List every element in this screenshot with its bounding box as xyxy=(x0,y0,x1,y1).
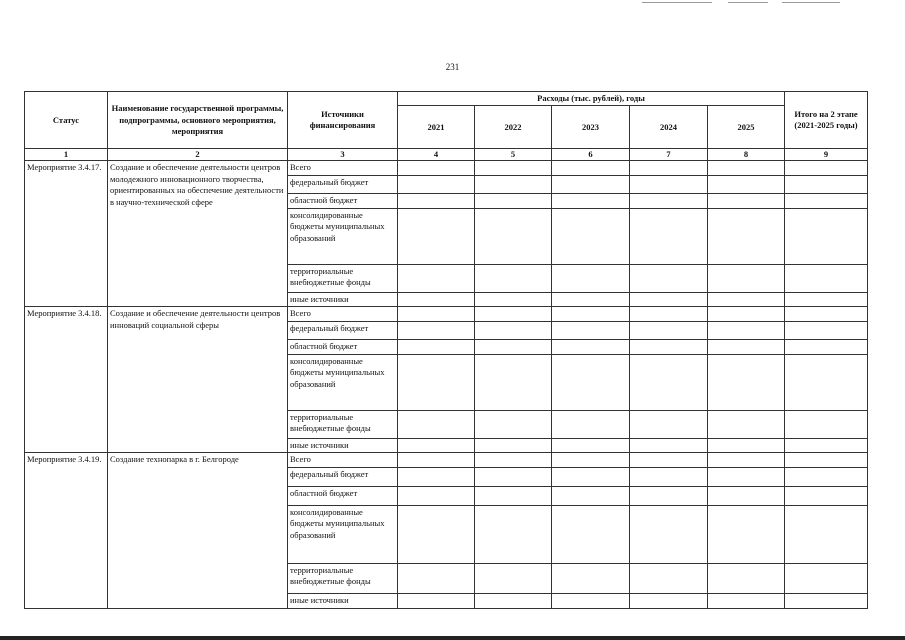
value-cell xyxy=(398,339,475,354)
value-cell xyxy=(398,354,475,410)
source-cell: Всего xyxy=(288,161,398,175)
value-cell xyxy=(785,354,868,410)
source-cell: областной бюджет xyxy=(288,486,398,505)
value-cell xyxy=(785,321,868,339)
value-cell xyxy=(708,438,785,452)
value-cell xyxy=(398,161,475,175)
source-cell: территориальные внебюджетные фонды xyxy=(288,264,398,292)
value-cell xyxy=(630,161,708,175)
value-cell xyxy=(398,505,475,563)
source-cell: федеральный бюджет xyxy=(288,467,398,486)
value-cell xyxy=(708,208,785,264)
column-number: 1 xyxy=(25,149,108,161)
header-total: Итого на 2 этапе (2021-2025 годы) xyxy=(785,92,868,149)
source-cell: консолидированные бюджеты муниципальных образований xyxy=(288,505,398,563)
value-cell xyxy=(475,354,552,410)
value-cell xyxy=(630,193,708,208)
value-cell xyxy=(552,467,630,486)
value-cell xyxy=(708,264,785,292)
value-cell xyxy=(398,453,475,467)
value-cell xyxy=(708,175,785,193)
value-cell xyxy=(708,354,785,410)
value-cell xyxy=(630,438,708,452)
value-cell xyxy=(708,321,785,339)
value-cell xyxy=(708,307,785,321)
value-cell xyxy=(630,339,708,354)
page-number: 231 xyxy=(445,62,460,72)
header-year: 2022 xyxy=(475,106,552,149)
value-cell xyxy=(475,264,552,292)
column-number: 6 xyxy=(552,149,630,161)
value-cell xyxy=(475,563,552,593)
value-cell xyxy=(708,292,785,306)
top-edge-mark xyxy=(728,2,768,3)
value-cell xyxy=(398,467,475,486)
value-cell xyxy=(398,208,475,264)
value-cell xyxy=(785,292,868,306)
source-cell: областной бюджет xyxy=(288,193,398,208)
source-cell: федеральный бюджет xyxy=(288,175,398,193)
value-cell xyxy=(398,438,475,452)
header-year: 2025 xyxy=(708,106,785,149)
value-cell xyxy=(552,307,630,321)
status-cell: Мероприятие 3.4.17. xyxy=(25,161,108,307)
source-cell: консолидированные бюджеты муниципальных образований xyxy=(288,208,398,264)
value-cell xyxy=(785,593,868,608)
value-cell xyxy=(785,264,868,292)
value-cell xyxy=(630,593,708,608)
value-cell xyxy=(475,339,552,354)
status-cell: Мероприятие 3.4.18. xyxy=(25,307,108,453)
value-cell xyxy=(552,193,630,208)
value-cell xyxy=(785,486,868,505)
value-cell xyxy=(552,264,630,292)
value-cell xyxy=(552,438,630,452)
value-cell xyxy=(552,175,630,193)
name-cell: Создание и обеспечение деятельности центров инноваций социальной сферы xyxy=(108,307,288,453)
column-number: 9 xyxy=(785,149,868,161)
value-cell xyxy=(552,453,630,467)
value-cell xyxy=(708,339,785,354)
value-cell xyxy=(708,563,785,593)
value-cell xyxy=(398,264,475,292)
header-year: 2021 xyxy=(398,106,475,149)
value-cell xyxy=(552,563,630,593)
source-cell: Всего xyxy=(288,453,398,467)
value-cell xyxy=(398,307,475,321)
source-cell: иные источники xyxy=(288,593,398,608)
value-cell xyxy=(398,193,475,208)
value-cell xyxy=(398,593,475,608)
value-cell xyxy=(708,505,785,563)
column-number: 4 xyxy=(398,149,475,161)
header-year: 2024 xyxy=(630,106,708,149)
value-cell xyxy=(475,486,552,505)
source-cell: Всего xyxy=(288,307,398,321)
value-cell xyxy=(630,505,708,563)
value-cell xyxy=(785,175,868,193)
value-cell xyxy=(475,292,552,306)
value-cell xyxy=(398,175,475,193)
value-cell xyxy=(398,321,475,339)
value-cell xyxy=(475,453,552,467)
value-cell xyxy=(552,161,630,175)
value-cell xyxy=(708,193,785,208)
value-cell xyxy=(630,467,708,486)
value-cell xyxy=(785,339,868,354)
value-cell xyxy=(785,453,868,467)
value-cell xyxy=(475,321,552,339)
value-cell xyxy=(708,161,785,175)
source-cell: областной бюджет xyxy=(288,339,398,354)
top-edge-mark xyxy=(782,2,840,3)
value-cell xyxy=(475,410,552,438)
value-cell xyxy=(785,467,868,486)
column-number: 8 xyxy=(708,149,785,161)
value-cell xyxy=(630,208,708,264)
value-cell xyxy=(475,175,552,193)
value-cell xyxy=(398,410,475,438)
value-cell xyxy=(785,161,868,175)
value-cell xyxy=(785,208,868,264)
value-cell xyxy=(630,175,708,193)
value-cell xyxy=(552,208,630,264)
value-cell xyxy=(630,453,708,467)
value-cell xyxy=(475,208,552,264)
value-cell xyxy=(785,307,868,321)
value-cell xyxy=(785,505,868,563)
value-cell xyxy=(708,486,785,505)
bottom-edge-border xyxy=(0,636,905,640)
value-cell xyxy=(552,354,630,410)
value-cell xyxy=(785,193,868,208)
header-year: 2023 xyxy=(552,106,630,149)
column-number: 5 xyxy=(475,149,552,161)
value-cell xyxy=(475,161,552,175)
value-cell xyxy=(475,307,552,321)
value-cell xyxy=(630,292,708,306)
source-cell: консолидированные бюджеты муниципальных образований xyxy=(288,354,398,410)
value-cell xyxy=(785,410,868,438)
status-cell: Мероприятие 3.4.19. xyxy=(25,453,108,608)
header-status: Статус xyxy=(25,92,108,149)
source-cell: территориальные внебюджетные фонды xyxy=(288,563,398,593)
value-cell xyxy=(552,505,630,563)
source-cell: федеральный бюджет xyxy=(288,321,398,339)
value-cell xyxy=(475,438,552,452)
value-cell xyxy=(708,410,785,438)
value-cell xyxy=(475,593,552,608)
column-number: 2 xyxy=(108,149,288,161)
column-number: 7 xyxy=(630,149,708,161)
value-cell xyxy=(785,438,868,452)
header-sources: Источники финансирования xyxy=(288,92,398,149)
value-cell xyxy=(398,292,475,306)
value-cell xyxy=(785,563,868,593)
name-cell: Создание и обеспечение деятельности центров молодежного инновационного творчества, ориентированных на обеспечение деятельности в научно-технической сфере xyxy=(108,161,288,307)
column-number: 3 xyxy=(288,149,398,161)
value-cell xyxy=(552,410,630,438)
value-cell xyxy=(552,292,630,306)
source-cell: территориальные внебюджетные фонды xyxy=(288,410,398,438)
value-cell xyxy=(708,593,785,608)
budget-table xyxy=(24,91,868,609)
value-cell xyxy=(552,486,630,505)
top-edge-mark xyxy=(642,2,712,3)
value-cell xyxy=(630,354,708,410)
value-cell xyxy=(475,505,552,563)
header-expenses: Расходы (тыс. рублей), годы xyxy=(398,92,785,106)
value-cell xyxy=(708,453,785,467)
value-cell xyxy=(475,467,552,486)
value-cell xyxy=(630,321,708,339)
name-cell: Создание технопарка в г. Белгороде xyxy=(108,453,288,608)
value-cell xyxy=(552,321,630,339)
value-cell xyxy=(552,339,630,354)
source-cell: иные источники xyxy=(288,292,398,306)
source-cell: иные источники xyxy=(288,438,398,452)
value-cell xyxy=(630,563,708,593)
value-cell xyxy=(630,264,708,292)
value-cell xyxy=(552,593,630,608)
value-cell xyxy=(630,410,708,438)
value-cell xyxy=(398,486,475,505)
header-name: Наименование государственной программы, подпрограммы, основного мероприятия, мероприятия xyxy=(108,92,288,149)
value-cell xyxy=(630,486,708,505)
value-cell xyxy=(398,563,475,593)
value-cell xyxy=(708,467,785,486)
value-cell xyxy=(630,307,708,321)
value-cell xyxy=(475,193,552,208)
